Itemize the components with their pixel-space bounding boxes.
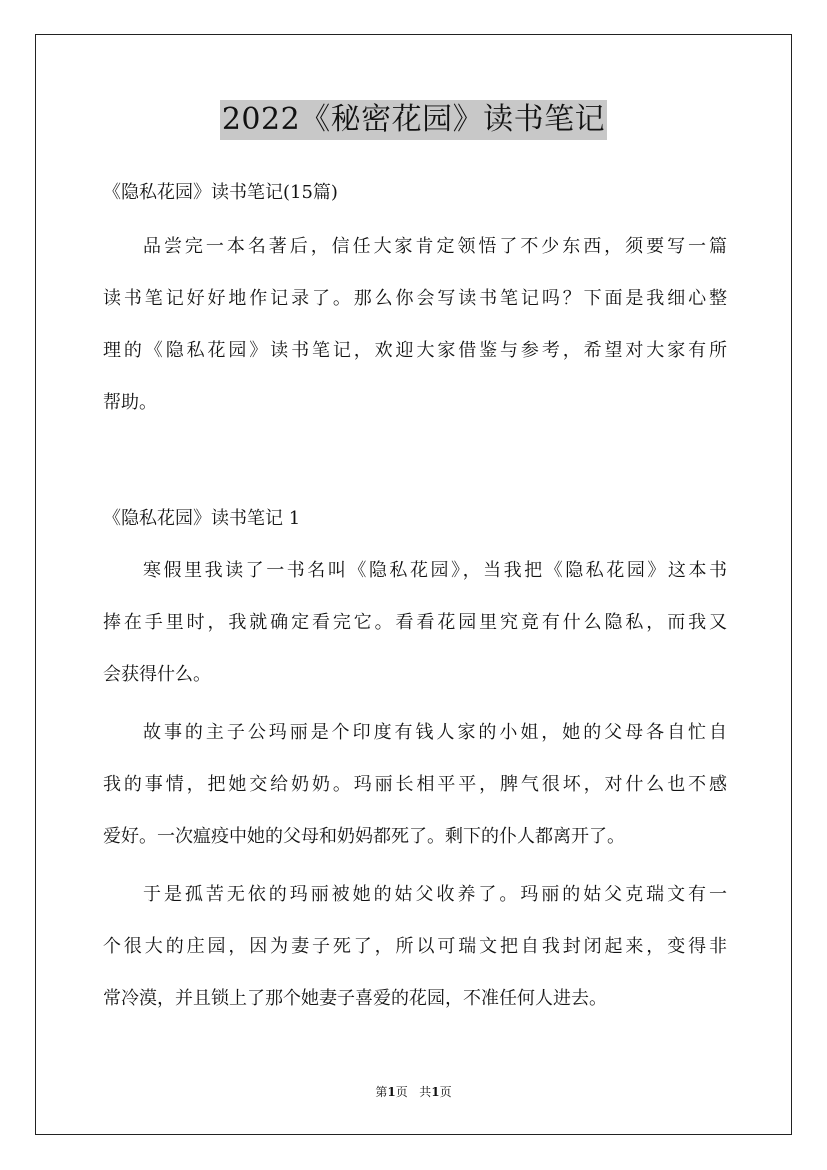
paragraph-line: 爱好。一次瘟疫中她的父母和奶妈都死了。剩下的仆人都离开了。 xyxy=(103,826,625,847)
intro-line: 理的《隐私花园》读书笔记，欢迎大家借鉴与参考，希望对大家有所 xyxy=(103,340,727,361)
paragraph-2 xyxy=(103,707,727,863)
paragraph-line: 会获得什么。 xyxy=(103,664,211,685)
paragraph-line: 故事的主子公玛丽是个印度有钱人家的小姐，她的父母各自忙自 xyxy=(143,722,727,743)
paragraph-line: 个很大的庄园，因为妻子死了，所以可瑞文把自我封闭起来，变得非 xyxy=(103,936,727,957)
document-title: 2022《秘密花园》读书笔记 xyxy=(220,100,607,140)
section-heading: 《隐私花园》读书笔记 1 xyxy=(103,508,301,529)
paragraph-line: 寒假里我读了一书名叫《隐私花园》，当我把《隐私花园》这本书 xyxy=(143,560,727,581)
intro-paragraph xyxy=(103,221,727,429)
paragraph-1 xyxy=(103,545,727,701)
paragraph-line: 于是孤苦无依的玛丽被她的姑父收养了。玛丽的姑父克瑞文有一 xyxy=(143,884,727,905)
total-page-count: 1 xyxy=(431,1085,440,1099)
intro-line: 品尝完一本名著后，信任大家肯定领悟了不少东西，须要写一篇 xyxy=(143,236,727,257)
total-label-suffix: 页 xyxy=(439,1085,452,1099)
paragraph-line: 捧在手里时，我就确定看完它。看看花园里究竟有什么隐私，而我又 xyxy=(103,612,727,633)
page-label-prefix: 第 xyxy=(375,1085,388,1099)
paragraph-3 xyxy=(103,869,727,1025)
document-subtitle: 《隐私花园》读书笔记(15篇) xyxy=(103,182,338,203)
paragraph-line: 常冷漠，并且锁上了那个她妻子喜爱的花园，不准任何人进去。 xyxy=(103,988,607,1009)
total-label-prefix: 共 xyxy=(419,1085,432,1099)
intro-line: 帮助。 xyxy=(103,392,157,413)
intro-line: 读书笔记好好地作记录了。那么你会写读书笔记吗？下面是我细心整 xyxy=(103,288,727,309)
page-footer xyxy=(0,1084,827,1100)
title-container xyxy=(0,100,827,140)
page-number: 1 xyxy=(387,1085,396,1099)
page-label-suffix: 页 xyxy=(395,1085,408,1099)
paragraph-line: 我的事情，把她交给奶奶。玛丽长相平平，脾气很坏，对什么也不感 xyxy=(103,774,727,795)
